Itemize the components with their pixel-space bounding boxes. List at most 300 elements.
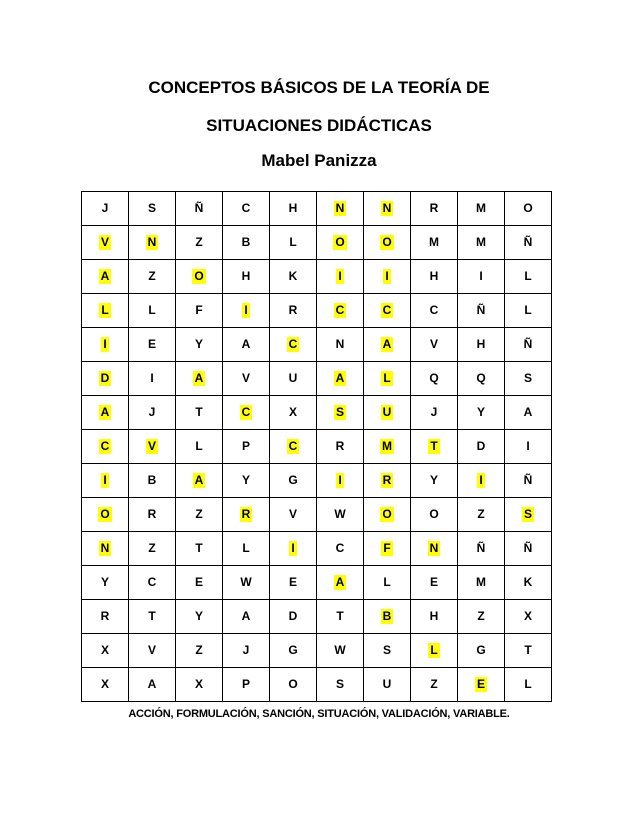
grid-cell <box>82 226 129 260</box>
highlighted-letter: I <box>244 303 248 317</box>
letter: Z <box>195 235 203 249</box>
grid-row <box>82 600 552 634</box>
grid-cell <box>411 430 458 464</box>
grid-row <box>82 498 552 532</box>
grid-cell <box>176 464 223 498</box>
grid-cell <box>505 226 552 260</box>
highlighted-letter: A <box>100 269 110 283</box>
grid-cell <box>82 532 129 566</box>
grid-cell <box>458 634 505 668</box>
grid-cell <box>270 328 317 362</box>
letter: Ñ <box>523 541 533 555</box>
grid-cell <box>317 532 364 566</box>
letter: J <box>242 643 250 657</box>
grid-cell <box>223 430 270 464</box>
grid-cell <box>364 532 411 566</box>
grid-cell <box>364 498 411 532</box>
grid-cell <box>505 668 552 702</box>
grid-cell <box>317 294 364 328</box>
letter: L <box>383 575 391 589</box>
grid-cell <box>129 362 176 396</box>
letter: E <box>194 575 203 589</box>
grid-cell <box>317 634 364 668</box>
highlighted-letter: S <box>335 405 344 419</box>
grid-cell <box>411 396 458 430</box>
grid-cell <box>82 464 129 498</box>
grid-cell <box>129 566 176 600</box>
letter: X <box>194 677 203 691</box>
grid-cell <box>82 260 129 294</box>
highlighted-letter: C <box>288 337 298 351</box>
grid-row <box>82 464 552 498</box>
letter: F <box>195 303 203 317</box>
letter: T <box>524 643 532 657</box>
grid-cell <box>223 226 270 260</box>
grid-cell <box>82 498 129 532</box>
grid-cell <box>223 260 270 294</box>
letter: L <box>524 269 532 283</box>
letter: E <box>429 575 438 589</box>
grid-cell <box>176 260 223 294</box>
letter: R <box>147 507 157 521</box>
grid-cell <box>458 192 505 226</box>
letter: R <box>429 201 439 215</box>
grid-cell <box>411 192 458 226</box>
grid-cell <box>129 396 176 430</box>
highlighted-letter: A <box>100 405 110 419</box>
highlighted-letter: M <box>382 439 392 453</box>
highlighted-letter: O <box>335 235 345 249</box>
letter: L <box>524 677 532 691</box>
letter: H <box>288 201 298 215</box>
grid-cell <box>176 226 223 260</box>
highlighted-letter: I <box>338 473 342 487</box>
letter: Y <box>194 337 203 351</box>
grid-cell <box>411 532 458 566</box>
letter: P <box>241 439 250 453</box>
letter: G <box>288 643 298 657</box>
grid-cell <box>176 634 223 668</box>
letter: M <box>429 235 439 249</box>
grid-cell <box>129 328 176 362</box>
letter: M <box>476 201 486 215</box>
highlighted-letter: C <box>335 303 345 317</box>
grid-cell <box>176 498 223 532</box>
grid-cell <box>223 566 270 600</box>
letter: Y <box>100 575 109 589</box>
grid-row <box>82 566 552 600</box>
grid-cell <box>223 532 270 566</box>
grid-cell <box>505 464 552 498</box>
letter: V <box>241 371 250 385</box>
letter: H <box>241 269 251 283</box>
letter: S <box>382 643 391 657</box>
highlighted-letter: C <box>241 405 251 419</box>
letter: Ñ <box>523 337 533 351</box>
letter: Y <box>241 473 250 487</box>
highlighted-letter: C <box>100 439 110 453</box>
grid-cell <box>223 464 270 498</box>
grid-cell <box>223 634 270 668</box>
grid-cell <box>317 260 364 294</box>
grid-cell <box>270 430 317 464</box>
highlighted-letter: N <box>100 541 110 555</box>
letter: Ñ <box>194 201 204 215</box>
grid-cell <box>458 566 505 600</box>
highlighted-letter: A <box>335 575 345 589</box>
grid-cell <box>317 396 364 430</box>
word-search-grid <box>81 191 552 702</box>
letter: W <box>240 575 252 589</box>
highlighted-letter: L <box>101 303 109 317</box>
grid-cell <box>458 294 505 328</box>
highlighted-letter: A <box>382 337 392 351</box>
grid-cell <box>176 600 223 634</box>
word-list: ACCIÓN, FORMULACIÓN, SANCIÓN, SITUACIÓN, VALIDACIÓN, VARIABLE. <box>128 708 510 720</box>
highlighted-letter: C <box>382 303 392 317</box>
highlighted-letter: D <box>100 371 110 385</box>
grid-cell <box>458 498 505 532</box>
grid-cell <box>317 226 364 260</box>
highlighted-letter: I <box>385 269 389 283</box>
grid-cell <box>176 566 223 600</box>
highlighted-letter: R <box>382 473 392 487</box>
grid-row <box>82 668 552 702</box>
grid-cell <box>411 634 458 668</box>
grid-cell <box>223 600 270 634</box>
grid-row <box>82 532 552 566</box>
grid-cell <box>176 532 223 566</box>
grid-cell <box>270 362 317 396</box>
grid-cell <box>129 192 176 226</box>
letter: T <box>195 405 203 419</box>
letter: Ñ <box>476 541 486 555</box>
grid-cell <box>364 634 411 668</box>
grid-cell <box>82 328 129 362</box>
grid-cell <box>82 192 129 226</box>
grid-cell <box>505 328 552 362</box>
grid-cell <box>364 396 411 430</box>
grid-cell <box>411 498 458 532</box>
grid-cell <box>129 294 176 328</box>
letter: E <box>288 575 297 589</box>
letter: S <box>523 371 532 385</box>
highlighted-letter: I <box>338 269 342 283</box>
grid-cell <box>458 328 505 362</box>
letter: Q <box>476 371 486 385</box>
grid-cell <box>364 668 411 702</box>
grid-cell <box>411 294 458 328</box>
letter: A <box>523 405 533 419</box>
letter: N <box>335 337 345 351</box>
grid-cell <box>411 226 458 260</box>
highlighted-letter: L <box>383 371 391 385</box>
grid-cell <box>505 634 552 668</box>
grid-cell <box>505 192 552 226</box>
letter: M <box>476 235 486 249</box>
letter: X <box>100 643 109 657</box>
grid-cell <box>458 532 505 566</box>
grid-cell <box>505 362 552 396</box>
highlighted-letter: I <box>103 337 107 351</box>
grid-cell <box>223 362 270 396</box>
grid-cell <box>129 600 176 634</box>
grid-cell <box>458 362 505 396</box>
grid-cell <box>317 192 364 226</box>
letter: A <box>241 609 251 623</box>
letter: G <box>288 473 298 487</box>
grid-cell <box>458 226 505 260</box>
grid-cell <box>505 294 552 328</box>
letter: T <box>336 609 344 623</box>
grid-cell <box>364 464 411 498</box>
grid-cell <box>270 192 317 226</box>
letter: X <box>523 609 532 623</box>
letter: I <box>150 371 154 385</box>
grid-cell <box>411 668 458 702</box>
letter: B <box>241 235 251 249</box>
grid-cell <box>270 294 317 328</box>
letter: J <box>430 405 438 419</box>
letter: Y <box>429 473 438 487</box>
grid-cell <box>176 668 223 702</box>
letter: T <box>148 609 156 623</box>
grid-cell <box>129 464 176 498</box>
letter: D <box>288 609 298 623</box>
grid-cell <box>411 566 458 600</box>
letter: V <box>288 507 297 521</box>
letter: J <box>101 201 109 215</box>
highlighted-letter: U <box>382 405 392 419</box>
grid-cell <box>411 600 458 634</box>
grid-cell <box>505 498 552 532</box>
highlighted-letter: O <box>382 507 392 521</box>
letter: C <box>147 575 157 589</box>
letter: Y <box>194 609 203 623</box>
letter: W <box>334 507 346 521</box>
letter: E <box>147 337 156 351</box>
grid-cell <box>505 566 552 600</box>
grid-cell <box>505 430 552 464</box>
author-name: Mabel Panizza <box>261 151 377 170</box>
grid-cell <box>364 566 411 600</box>
grid-cell <box>458 430 505 464</box>
grid-cell <box>364 192 411 226</box>
grid-cell <box>129 260 176 294</box>
letter: I <box>479 269 483 283</box>
letter: C <box>241 201 251 215</box>
letter: U <box>382 677 392 691</box>
letter: Z <box>148 541 156 555</box>
letter: W <box>334 643 346 657</box>
grid-cell <box>458 668 505 702</box>
grid-cell <box>270 668 317 702</box>
word-search-grid-body <box>82 192 552 702</box>
letter: Z <box>195 643 203 657</box>
letter: H <box>476 337 486 351</box>
grid-cell <box>82 668 129 702</box>
grid-cell <box>317 668 364 702</box>
highlighted-letter: B <box>382 609 392 623</box>
grid-cell <box>317 566 364 600</box>
grid-row <box>82 226 552 260</box>
letter: X <box>100 677 109 691</box>
grid-cell <box>176 396 223 430</box>
grid-cell <box>176 430 223 464</box>
grid-cell <box>223 396 270 430</box>
grid-cell <box>129 226 176 260</box>
grid-row <box>82 328 552 362</box>
letter: G <box>476 643 486 657</box>
letter: M <box>476 575 486 589</box>
highlighted-letter: V <box>147 439 156 453</box>
grid-cell <box>82 600 129 634</box>
grid-cell <box>505 260 552 294</box>
grid-row <box>82 294 552 328</box>
grid-cell <box>317 430 364 464</box>
highlighted-letter: O <box>194 269 204 283</box>
letter: C <box>429 303 439 317</box>
grid-cell <box>223 498 270 532</box>
grid-cell <box>458 600 505 634</box>
letter: Q <box>429 371 439 385</box>
grid-cell <box>411 260 458 294</box>
highlighted-letter: I <box>479 473 483 487</box>
grid-row <box>82 192 552 226</box>
grid-cell <box>364 226 411 260</box>
grid-cell <box>317 464 364 498</box>
letter: L <box>289 235 297 249</box>
grid-cell <box>505 600 552 634</box>
letter: K <box>288 269 298 283</box>
letter: S <box>335 677 344 691</box>
grid-cell <box>458 464 505 498</box>
grid-cell <box>82 396 129 430</box>
letter: Z <box>477 609 485 623</box>
grid-cell <box>458 396 505 430</box>
grid-row <box>82 260 552 294</box>
letter: O <box>429 507 439 521</box>
grid-cell <box>317 498 364 532</box>
grid-cell <box>82 634 129 668</box>
grid-cell <box>364 260 411 294</box>
grid-cell <box>270 600 317 634</box>
grid-cell <box>505 396 552 430</box>
grid-cell <box>129 668 176 702</box>
letter: Z <box>477 507 485 521</box>
letter: O <box>288 677 298 691</box>
grid-row <box>82 430 552 464</box>
highlighted-letter: F <box>383 541 391 555</box>
letter: Z <box>195 507 203 521</box>
letter: R <box>100 609 110 623</box>
highlighted-letter: V <box>100 235 109 249</box>
grid-cell <box>270 532 317 566</box>
letter: O <box>523 201 533 215</box>
grid-cell <box>364 294 411 328</box>
highlighted-letter: R <box>241 507 251 521</box>
highlighted-letter: A <box>194 473 204 487</box>
grid-cell <box>270 566 317 600</box>
grid-cell <box>129 430 176 464</box>
letter: L <box>148 303 156 317</box>
letter: U <box>288 371 298 385</box>
grid-cell <box>270 226 317 260</box>
grid-cell <box>270 260 317 294</box>
grid-cell <box>364 362 411 396</box>
letter: R <box>335 439 345 453</box>
letter: X <box>288 405 297 419</box>
grid-cell <box>270 634 317 668</box>
grid-cell <box>176 362 223 396</box>
grid-cell <box>364 600 411 634</box>
grid-cell <box>270 464 317 498</box>
letter: Ñ <box>476 303 486 317</box>
grid-cell <box>317 362 364 396</box>
letter: C <box>335 541 345 555</box>
grid-cell <box>317 600 364 634</box>
grid-cell <box>82 294 129 328</box>
letter: Z <box>430 677 438 691</box>
letter: A <box>241 337 251 351</box>
highlighted-letter: T <box>430 439 438 453</box>
letter: H <box>429 609 439 623</box>
grid-cell <box>270 396 317 430</box>
highlighted-letter: I <box>103 473 107 487</box>
highlighted-letter: I <box>291 541 295 555</box>
page-title-line-1: CONCEPTOS BÁSICOS DE LA TEORÍA DE <box>148 78 490 97</box>
page-title-line-2: SITUACIONES DIDÁCTICAS <box>206 116 432 135</box>
letter: Y <box>476 405 485 419</box>
grid-cell <box>82 362 129 396</box>
grid-cell <box>270 498 317 532</box>
grid-row <box>82 634 552 668</box>
highlighted-letter: N <box>147 235 157 249</box>
letter: J <box>148 405 156 419</box>
grid-cell <box>82 566 129 600</box>
grid-cell <box>317 328 364 362</box>
letter: Ñ <box>523 235 533 249</box>
letter: L <box>195 439 203 453</box>
grid-cell <box>223 668 270 702</box>
highlighted-letter: S <box>523 507 532 521</box>
grid-cell <box>223 294 270 328</box>
grid-cell <box>82 430 129 464</box>
letter: K <box>523 575 533 589</box>
grid-cell <box>458 260 505 294</box>
letter: P <box>241 677 250 691</box>
letter: B <box>147 473 157 487</box>
highlighted-letter: C <box>288 439 298 453</box>
grid-cell <box>411 464 458 498</box>
grid-cell <box>505 532 552 566</box>
letter: I <box>526 439 530 453</box>
letter: V <box>147 643 156 657</box>
highlighted-letter: E <box>476 677 485 691</box>
letter: H <box>429 269 439 283</box>
grid-cell <box>176 294 223 328</box>
grid-cell <box>364 328 411 362</box>
grid-cell <box>129 532 176 566</box>
grid-row <box>82 362 552 396</box>
letter: V <box>429 337 438 351</box>
grid-cell <box>176 328 223 362</box>
letter: D <box>476 439 486 453</box>
highlighted-letter: N <box>335 201 345 215</box>
letter: T <box>195 541 203 555</box>
letter: R <box>288 303 298 317</box>
highlighted-letter: N <box>382 201 392 215</box>
